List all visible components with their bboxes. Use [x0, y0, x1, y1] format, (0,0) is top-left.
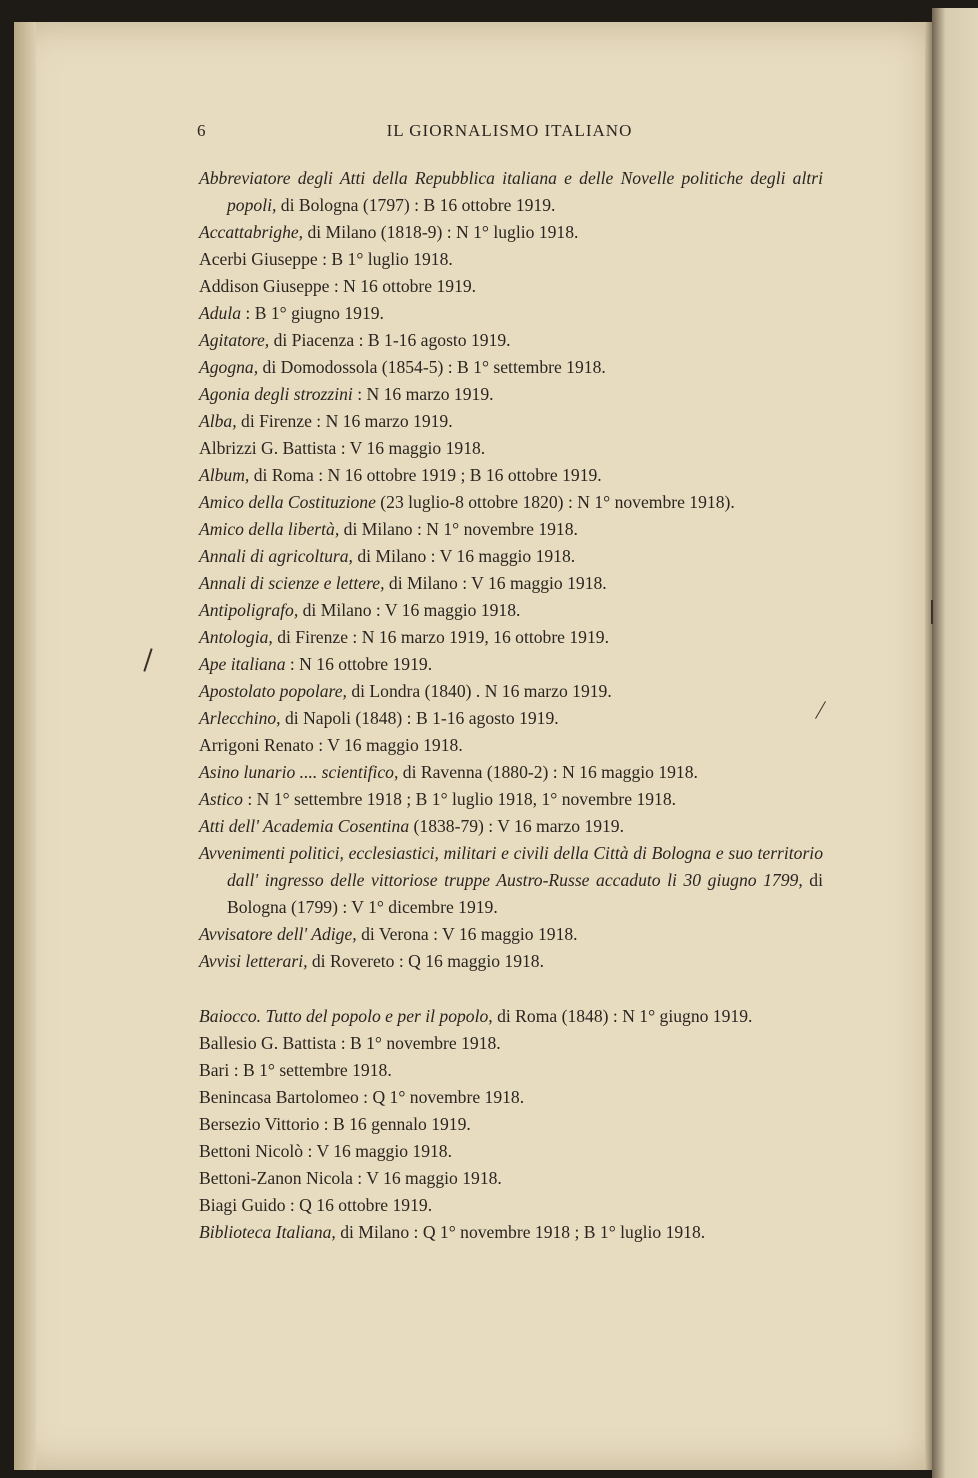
- index-entry: [199, 327, 823, 354]
- entry-title: Agitatore,: [199, 330, 270, 350]
- entry-title: Asino lunario .... scientifico,: [199, 762, 399, 782]
- index-entry: [199, 462, 823, 489]
- entry-detail: di Roma : N 16 ottobre 1919 ; B 16 ottobre 1919.: [249, 465, 602, 485]
- entry-title: Avvenimenti politici, ecclesiastici, militari e civili della Città di Bologna e suo territorio dall' ingresso delle vittoriose truppe Austro-Russe accaduto li 30 giugno 1799,: [199, 843, 823, 890]
- index-entry: [199, 1030, 823, 1057]
- index-entry: [199, 921, 823, 948]
- entry-detail: di Verona : V 16 maggio 1918.: [356, 924, 578, 944]
- entry-title: Avvisatore dell' Adige,: [199, 924, 357, 944]
- entry-title: Agonia degli strozzini: [199, 384, 353, 404]
- index-entry: [199, 759, 823, 786]
- index-entry: [199, 597, 823, 624]
- entry-detail: di Firenze : N 16 marzo 1919.: [236, 411, 453, 431]
- index-entry: [199, 354, 823, 381]
- entry-detail: di Ravenna (1880-2) : N 16 maggio 1918.: [398, 762, 698, 782]
- entry-detail: di Bologna (1799) : V 1° dicembre 1919.: [227, 870, 823, 917]
- facing-page-edge: [932, 8, 978, 1478]
- entry-title: Annali di scienze e lettere,: [199, 573, 385, 593]
- entry-detail: di Roma (1848) : N 1° giugno 1919.: [492, 1006, 753, 1026]
- index-entry: [199, 678, 823, 705]
- index-entry: [199, 1192, 823, 1219]
- index-entry: [199, 813, 823, 840]
- entry-title: Adula: [199, 303, 242, 323]
- entry-detail: Acerbi Giuseppe : B 1° luglio 1918.: [199, 249, 453, 269]
- section-a: [199, 165, 823, 975]
- index-entry: [199, 300, 823, 327]
- entry-detail: Bettoni Nicolò : V 16 maggio 1918.: [199, 1141, 452, 1161]
- index-entry: [199, 1219, 823, 1246]
- entry-detail: Arrigoni Renato : V 16 maggio 1918.: [199, 735, 463, 755]
- index-entry: [199, 786, 823, 813]
- section-b: [199, 1003, 823, 1246]
- entry-detail: Bettoni-Zanon Nicola : V 16 maggio 1918.: [199, 1168, 502, 1188]
- index-entry: [199, 165, 823, 219]
- entry-detail: di Milano : Q 1° novembre 1918 ; B 1° luglio 1918.: [335, 1222, 706, 1242]
- entry-detail: di Londra (1840) . N 16 marzo 1919.: [346, 681, 612, 701]
- running-title: IL GIORNALISMO ITALIANO: [386, 121, 633, 140]
- index-entry: [199, 1138, 823, 1165]
- entry-detail: di Milano : V 16 maggio 1918.: [298, 600, 521, 620]
- index-entry: [199, 273, 823, 300]
- index-entry: [199, 732, 823, 759]
- index-entry: [199, 1057, 823, 1084]
- index-entry: [199, 1084, 823, 1111]
- entry-detail: di Milano : N 1° novembre 1918.: [339, 519, 578, 539]
- entry-detail: Ballesio G. Battista : B 1° novembre 1918.: [199, 1033, 501, 1053]
- entry-title: Accattabrighe,: [199, 222, 304, 242]
- entry-title: Atti dell' Academia Cosentina: [199, 816, 410, 836]
- entry-title: Alba,: [199, 411, 237, 431]
- entry-title: Antologia,: [199, 627, 273, 647]
- entry-title: Biblioteca Italiana,: [199, 1222, 336, 1242]
- entry-title: Amico della libertà,: [199, 519, 340, 539]
- entry-title: Arlecchino,: [199, 708, 281, 728]
- index-entry: [199, 1111, 823, 1138]
- entry-detail: : N 16 marzo 1919.: [352, 384, 494, 404]
- index-entry: [199, 840, 823, 921]
- running-header: [197, 121, 822, 145]
- entry-detail: Bari : B 1° settembre 1918.: [199, 1060, 392, 1080]
- entry-title: Album,: [199, 465, 250, 485]
- entry-title: Amico della Costituzione: [199, 492, 376, 512]
- index-entry: [199, 489, 823, 516]
- entry-title: Apostolato popolare,: [199, 681, 347, 701]
- entry-detail: di Milano : V 16 maggio 1918.: [384, 573, 607, 593]
- index-entry: [199, 381, 823, 408]
- entry-detail: di Rovereto : Q 16 maggio 1918.: [307, 951, 544, 971]
- entry-detail: di Domodossola (1854-5) : B 1° settembre 1918.: [258, 357, 606, 377]
- index-entry: [199, 435, 823, 462]
- entry-detail: di Milano : V 16 maggio 1918.: [352, 546, 576, 566]
- entry-title: Annali di agricoltura,: [199, 546, 353, 566]
- entry-title: Abbreviatore degli Atti della Repubblica italiana e delle Novelle politiche degli altri popoli,: [199, 168, 823, 215]
- entry-title: Agogna,: [199, 357, 259, 377]
- index-entry: [199, 543, 823, 570]
- entry-detail: Albrizzi G. Battista : V 16 maggio 1918.: [199, 438, 486, 458]
- entry-title: Avvisi letterari,: [199, 951, 308, 971]
- entry-detail: Benincasa Bartolomeo : Q 1° novembre 1918.: [199, 1087, 525, 1107]
- index-entry: [199, 570, 823, 597]
- entry-title: Baiocco. Tutto del popolo e per il popolo,: [199, 1006, 493, 1026]
- entry-title: Ape italiana: [199, 654, 286, 674]
- page-left-edge: [14, 22, 36, 1470]
- index-entry: [199, 408, 823, 435]
- entry-detail: (1838-79) : V 16 marzo 1919.: [409, 816, 624, 836]
- index-entry: [199, 1165, 823, 1192]
- entry-detail: : B 1° giugno 1919.: [241, 303, 384, 323]
- entry-detail: (23 luglio-8 ottobre 1820) : N 1° novembre 1918).: [375, 492, 735, 512]
- entry-detail: : N 16 ottobre 1919.: [285, 654, 433, 674]
- entry-detail: Bersezio Vittorio : B 16 gennalo 1919.: [199, 1114, 471, 1134]
- entry-detail: di Piacenza : B 1-16 agosto 1919.: [269, 330, 511, 350]
- entry-detail: Addison Giuseppe : N 16 ottobre 1919.: [199, 276, 477, 296]
- entry-detail: Biagi Guido : Q 16 ottobre 1919.: [199, 1195, 433, 1215]
- section-gap: [199, 975, 823, 1003]
- index-entries: [199, 165, 823, 1246]
- entry-title: Astico: [199, 789, 243, 809]
- index-entry: [199, 246, 823, 273]
- entry-detail: di Napoli (1848) : B 1-16 agosto 1919.: [280, 708, 559, 728]
- entry-detail: di Milano (1818-9) : N 1° luglio 1918.: [303, 222, 579, 242]
- index-entry: [199, 1003, 823, 1030]
- index-entry: [199, 516, 823, 543]
- entry-detail: di Bologna (1797) : B 16 ottobre 1919.: [276, 195, 556, 215]
- index-entry: [199, 624, 823, 651]
- index-entry: [199, 705, 823, 732]
- margin-mark: [931, 600, 933, 624]
- index-entry: [199, 948, 823, 975]
- entry-detail: di Firenze : N 16 marzo 1919, 16 ottobre 1919.: [272, 627, 609, 647]
- index-entry: [199, 651, 823, 678]
- index-entry: [199, 219, 823, 246]
- page-number: 6: [197, 121, 206, 140]
- entry-title: Antipoligrafo,: [199, 600, 299, 620]
- entry-detail: : N 1° settembre 1918 ; B 1° luglio 1918, 1° novembre 1918.: [242, 789, 677, 809]
